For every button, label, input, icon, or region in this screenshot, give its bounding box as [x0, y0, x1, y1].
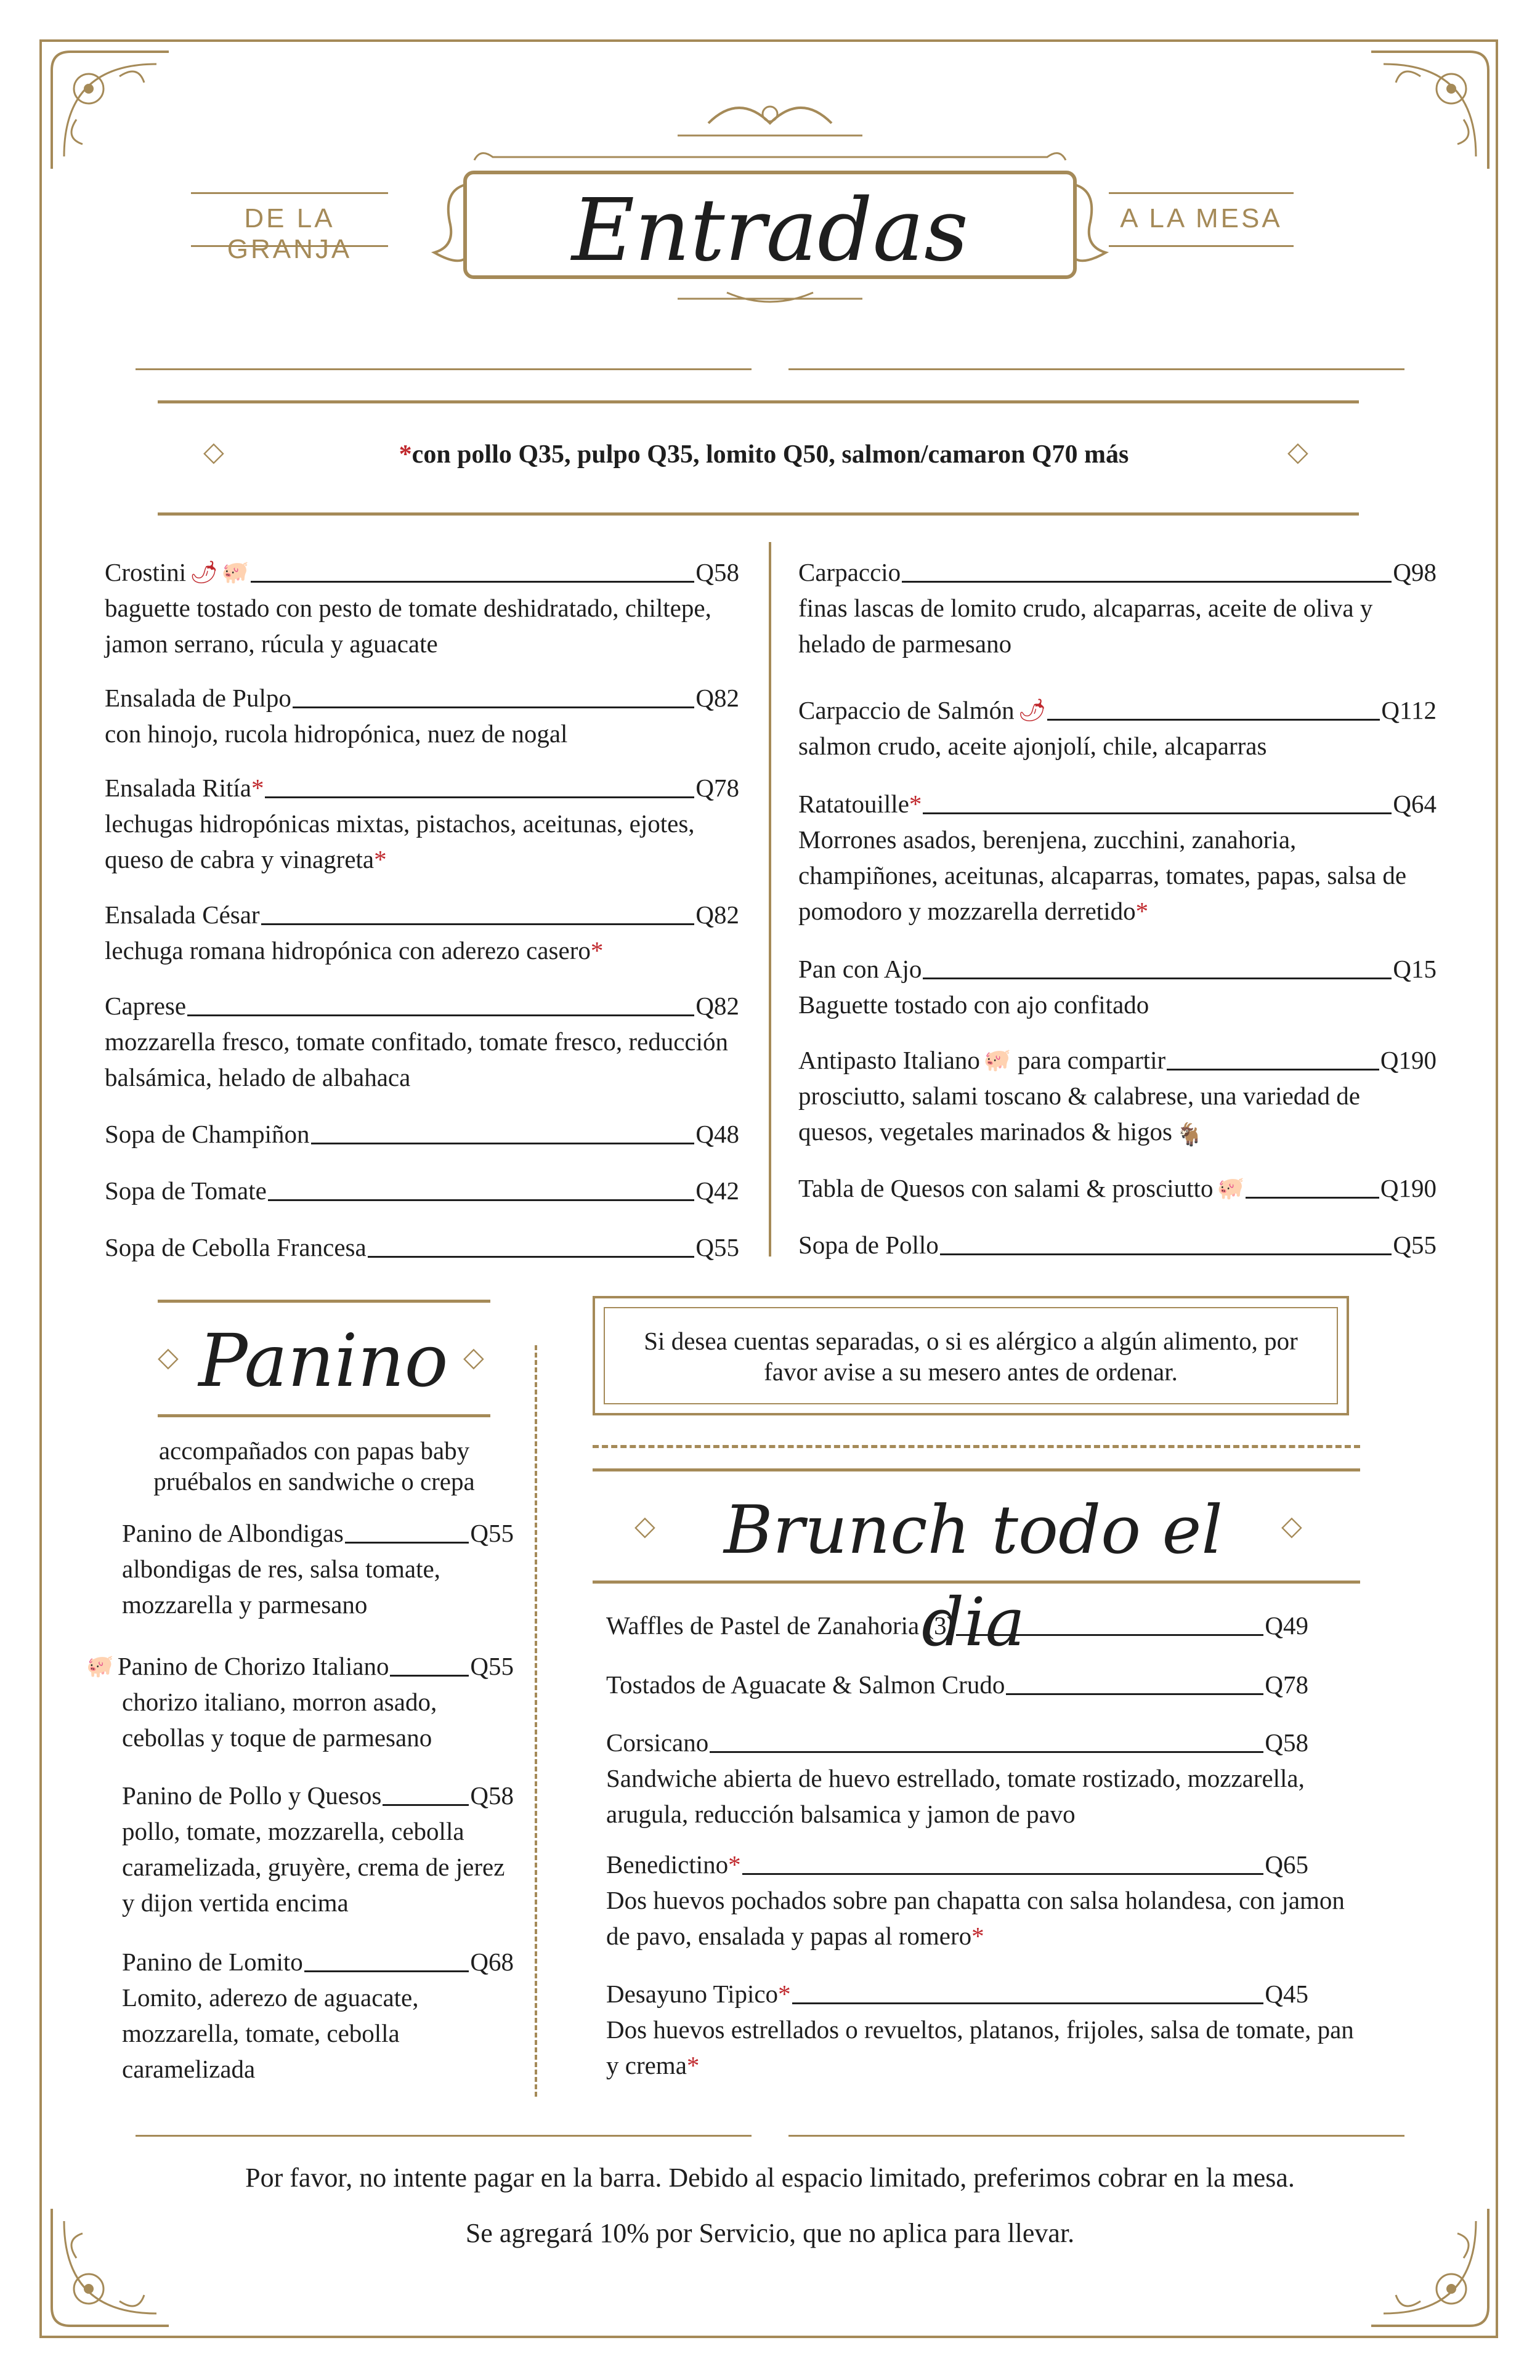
pig-icon: 🐖 — [983, 1048, 1011, 1072]
menu-item-caprese: Caprese Q82 mozzarella fresco, tomate confitado, tomate fresco, reducción balsámica, helado de albahaca — [105, 992, 739, 1091]
menu-item-desayuno-tipico: Desayuno Tipico * Q45 Dos huevos estrellados o revueltos, platanos, frijoles, salsa de tomate, pan y crema* — [606, 1980, 1354, 2079]
menu-item-ensalada-cesar: Ensalada César Q82 lechuga romana hidropónica con aderezo casero* — [105, 901, 739, 965]
section-title-entradas: Entradas — [572, 180, 968, 281]
chili-icon: 🌶 — [1018, 698, 1047, 722]
panino-rule-top — [158, 1300, 490, 1303]
label-rule-right-bottom — [1109, 245, 1294, 247]
label-rule-left-top — [191, 192, 388, 194]
chili-icon: 🌶 — [190, 560, 218, 585]
diamond-ornament-icon: ◇ — [203, 437, 224, 467]
corner-ornament-top-left — [46, 46, 175, 175]
menu-item-ratatouille: Ratatouille * Q64 Morrones asados, berenjena, zucchini, zanahoria, champiñones, aceitunas, alcaparras, tomates, papas, salsa de pomodoro y mozzarella derretido* — [798, 790, 1437, 925]
menu-item-antipasto: Antipasto Italiano 🐖 para compartir Q190 prosciutto, salami toscano & calabrese, una variedad de quesos, vegetales marinados & higos 🐐 — [798, 1042, 1437, 1152]
label-rule-right-top — [1109, 192, 1294, 194]
brunch-dashed-rule — [593, 1445, 1360, 1448]
menu-item-pan-con-ajo: Pan con Ajo Q15 Baguette tostado con ajo confitado — [798, 955, 1437, 1019]
menu-item-carpaccio: Carpaccio Q98 finas lascas de lomito crudo, alcaparras, aceite de oliva y helado de parmesano — [798, 558, 1437, 658]
footer-payment-note: Por favor, no intente pagar en la barra. Debido al espacio limitado, preferimos cobrar en la mesa. — [245, 2163, 1295, 2193]
header-rule-right — [788, 368, 1404, 370]
menu-item-panino-pollo-quesos: Panino de Pollo y Quesos Q58 pollo, tomate, mozzarella, cebolla caramelizada, gruyère, crema de jerez y dijon vertida encima — [122, 1781, 514, 1917]
notice-text: Si desea cuentas separadas, o si es alérgico a algún alimento, por favor avise a su mesero antes de ordenar. — [644, 1327, 1298, 1386]
footer-rule-left — [136, 2135, 752, 2137]
brunch-rule-top — [593, 1468, 1360, 1471]
label-de-la-granja: DE LA GRANJA — [227, 203, 352, 264]
section-title-panino: Panino — [198, 1318, 448, 1403]
note-text: con pollo Q35, pulpo Q35, lomito Q50, salmon/camaron Q70 más — [411, 440, 1129, 469]
footer-service-note: Se agregará 10% por Servicio, que no aplica para llevar. — [465, 2218, 1075, 2248]
menu-item-sopa-cebolla: Sopa de Cebolla Francesa Q55 — [105, 1233, 739, 1261]
diamond-ornament-icon: ◇ — [634, 1511, 655, 1541]
menu-item-panino-lomito: Panino de Lomito Q68 Lomito, aderezo de aguacate, mozzarella, tomate, cebolla caramelizada — [122, 1948, 514, 2083]
pig-icon: 🐖 — [1217, 1176, 1245, 1200]
panino-subtitle: accompañados con papas baby pruébalos en sandwiche o crepa — [153, 1436, 475, 1496]
diamond-ornament-icon: ◇ — [463, 1342, 484, 1372]
note-star: * — [399, 440, 412, 469]
panino-column-divider — [535, 1345, 537, 2097]
footer-rule-right — [788, 2135, 1404, 2137]
addon-note — [246, 440, 1281, 469]
corner-ornament-top-right — [1365, 46, 1494, 175]
diamond-ornament-icon: ◇ — [1287, 437, 1308, 467]
entradas-column-divider — [769, 542, 771, 1257]
header-rule-left — [136, 368, 752, 370]
menu-item-ensalada-pulpo: Ensalada de Pulpo Q82 con hinojo, rucola hidropónica, nuez de nogal — [105, 684, 739, 748]
menu-item-tabla-quesos: Tabla de Quesos con salami & prosciutto 🐖 Q190 — [798, 1170, 1437, 1206]
menu-item-sopa-tomate: Sopa de Tomate Q42 — [105, 1176, 739, 1205]
menu-item-benedictino: Benedictino * Q65 Dos huevos pochados sobre pan chapatta con salsa holandesa, con jamon de pavo, ensalada y papas al romero* — [606, 1850, 1345, 1950]
diamond-ornament-icon: ◇ — [158, 1342, 179, 1372]
pig-icon: 🐖 — [221, 560, 249, 585]
menu-item-waffles: Waffles de Pastel de Zanahoria (3) Q49 — [606, 1611, 1308, 1640]
goat-icon: 🐐 — [1175, 1122, 1204, 1147]
pig-icon: 🐖 — [86, 1654, 114, 1678]
diamond-ornament-icon: ◇ — [1281, 1511, 1302, 1541]
note-rule-top — [158, 400, 1359, 403]
menu-item-corsicano: Corsicano Q58 Sandwiche abierta de huevo estrellado, tomate rostizado, mozzarella, arugula, reducción balsamica y jamon de pavo — [606, 1728, 1308, 1828]
section-title-brunch: Brunch todo el dia — [724, 1492, 1223, 1661]
menu-item-crostini: Crostini 🌶 🐖 Q58 baguette tostado con pesto de tomate deshidratado, chiltepe, jamon serrano, rúcula y aguacate — [105, 554, 739, 662]
label-rule-left-bottom — [191, 245, 388, 247]
menu-item-sopa-champinon: Sopa de Champiñon Q48 — [105, 1120, 739, 1148]
note-rule-bottom — [158, 512, 1359, 516]
menu-item-ensalada-ritia: Ensalada Ritía * Q78 lechugas hidropónicas mixtas, pistachos, aceitunas, ejotes, queso de cabra y vinagreta* — [105, 774, 739, 873]
menu-item-sopa-pollo: Sopa de Pollo Q55 — [798, 1231, 1437, 1259]
menu-item-tostados: Tostados de Aguacate & Salmon Crudo Q78 — [606, 1670, 1308, 1699]
menu-item-carpaccio-salmon: Carpaccio de Salmón 🌶 Q112 salmon crudo, aceite ajonjolí, chile, alcaparras — [798, 692, 1437, 764]
menu-item-panino-chorizo: 🐖 Panino de Chorizo Italiano Q55 chorizo italiano, morron asado, cebollas y toque de parmesano — [86, 1648, 514, 1755]
label-a-la-mesa: A LA MESA — [1120, 203, 1283, 233]
menu-item-panino-albondigas: Panino de Albondigas Q55 albondigas de res, salsa tomate, mozzarella y parmesano — [122, 1519, 514, 1619]
panino-rule-bottom — [158, 1414, 490, 1417]
